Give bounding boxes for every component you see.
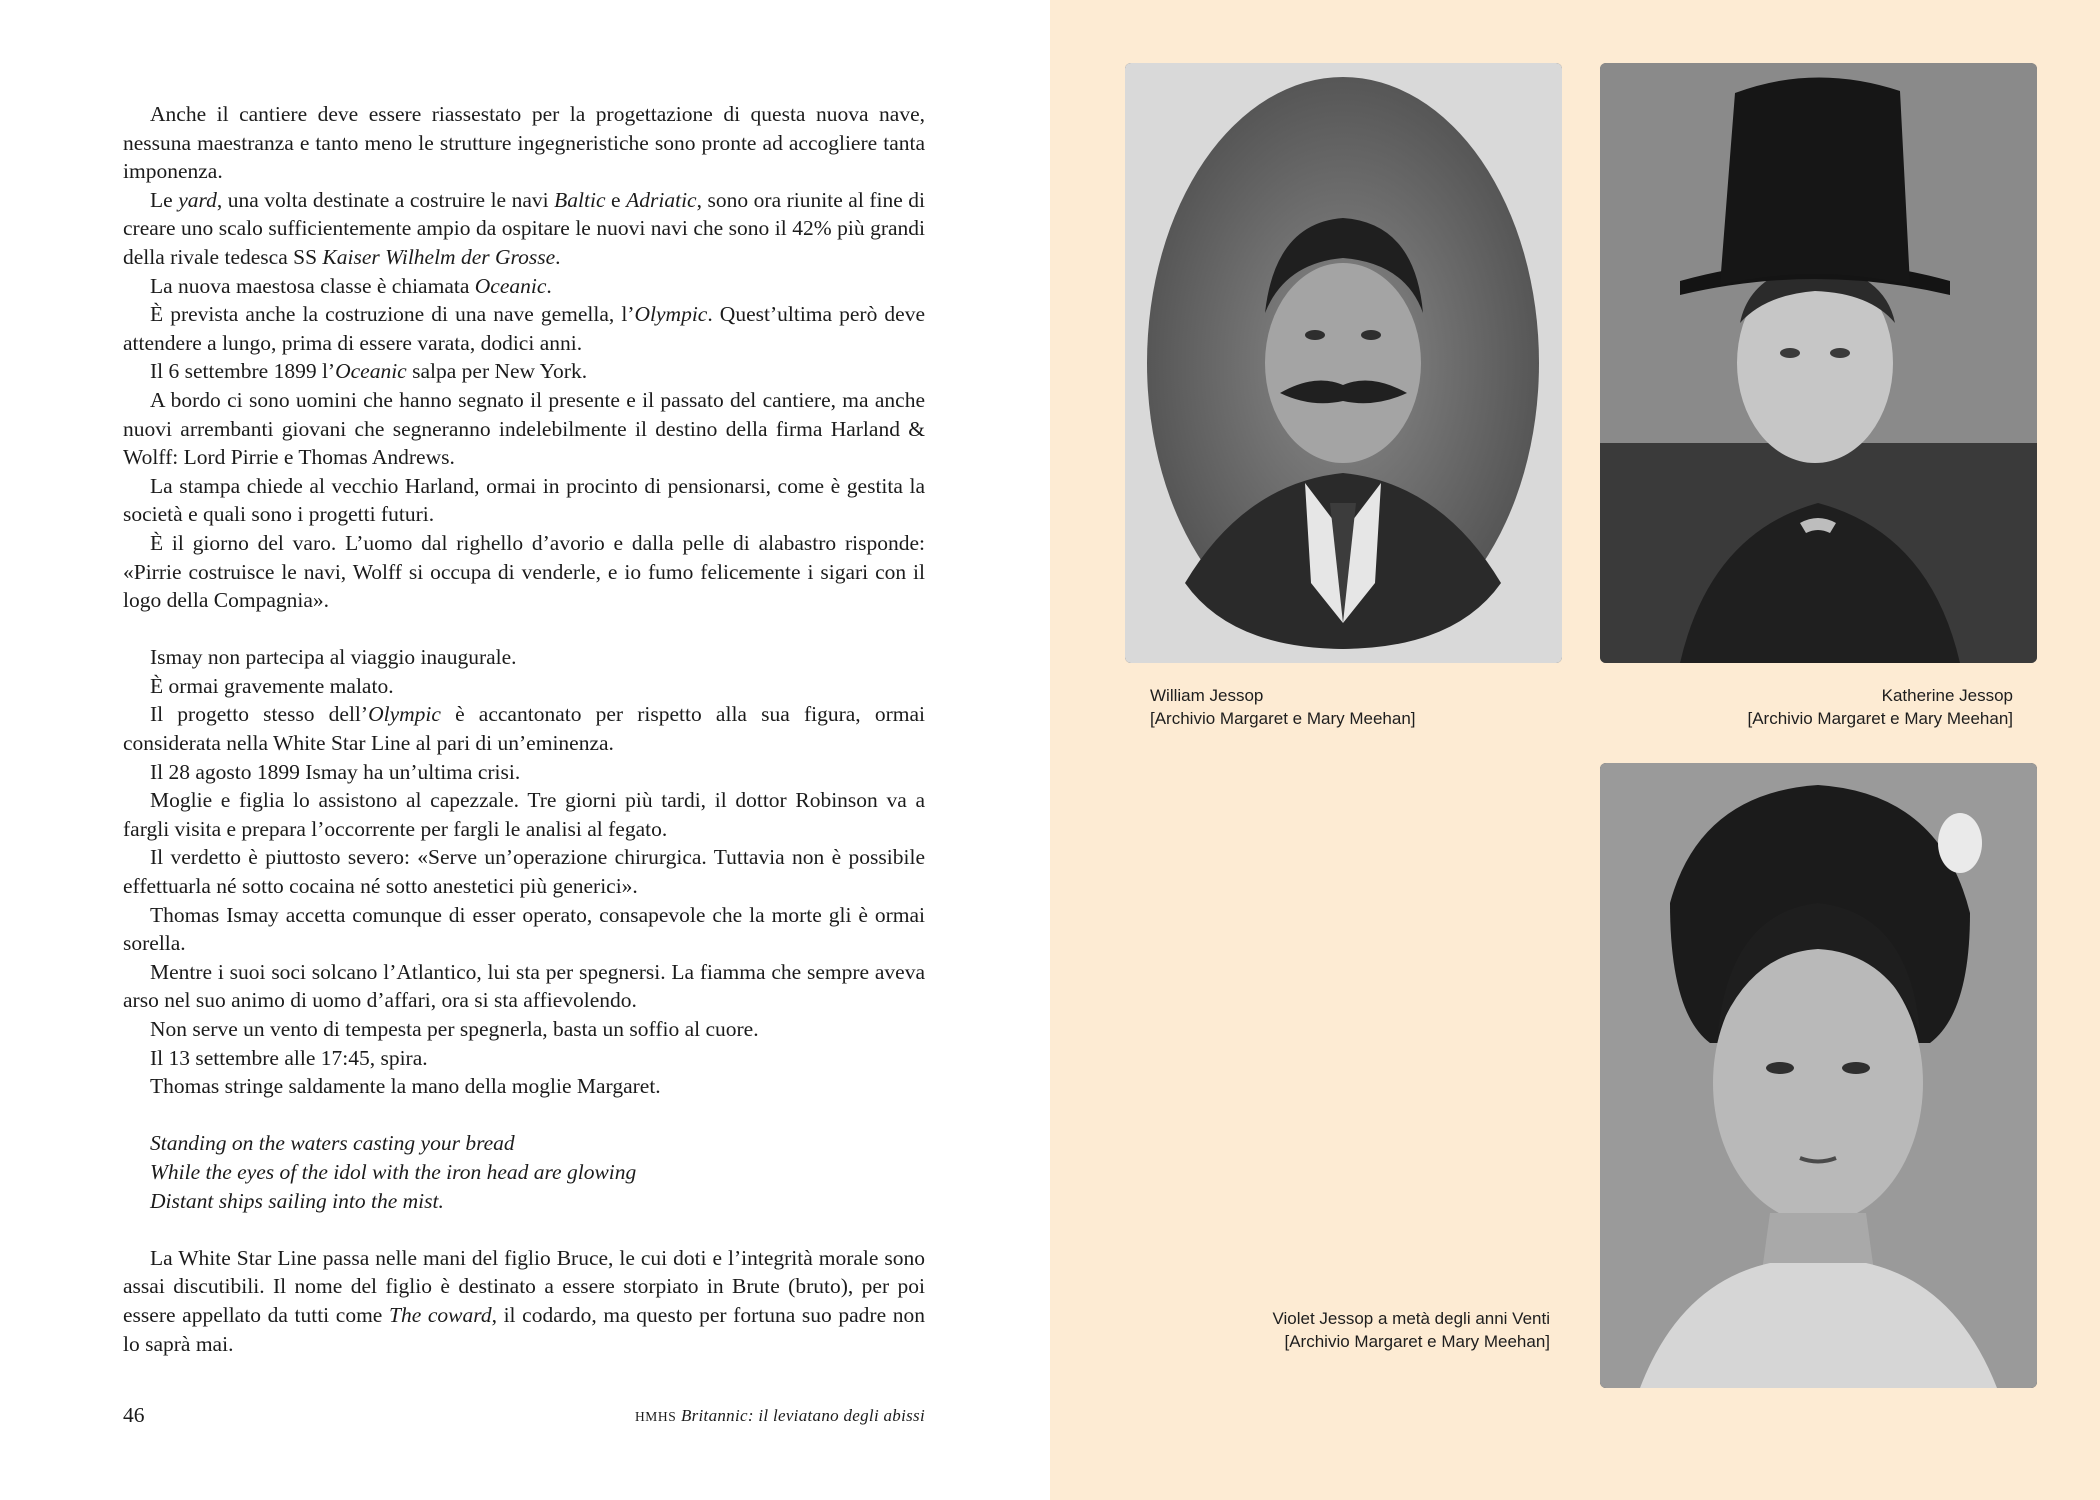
text-run: Non serve un vento di tempesta per spegnerla, basta un soffio al cuore. xyxy=(150,1017,759,1041)
caption-credit: [Archivio Margaret e Mary Meehan] xyxy=(1150,708,1416,728)
paragraph xyxy=(123,357,925,386)
verse-line: While the eyes of the idol with the iron head are glowing xyxy=(150,1159,637,1184)
text-run: È il giorno del varo. L’uomo dal righello d’avorio e dalla pelle di alabastro risponde: «Pirrie costruisce le navi, Wolff si occupa di venderle, e io fumo felicemente i sigari con il logo della Compagnia». xyxy=(123,530,925,613)
text-run: Il 6 settembre 1899 l’ xyxy=(150,359,336,384)
text-run: Il 28 agosto 1899 Ismay ha un’ultima crisi. xyxy=(150,759,521,784)
photo-katherine-jessop xyxy=(1600,63,2037,663)
text-run: È ormai gravemente malato. xyxy=(150,673,394,698)
text-run: A bordo ci sono uomini che hanno segnato il presente e il passato del cantiere, ma anche nuovi arrembanti giovani che segneranno indelebilmente il destino della firma Harland & Wolff: Lord Pirrie e Thomas Andrews. xyxy=(123,387,925,470)
text-run: Il progetto stesso dell’ xyxy=(150,702,369,727)
paragraph xyxy=(123,843,925,900)
caption-name: Katherine Jessop xyxy=(1881,686,2013,705)
paragraph xyxy=(123,672,925,701)
italic-run: Oceanic xyxy=(335,359,407,384)
italic-run: Olympic xyxy=(634,302,708,327)
paragraph xyxy=(123,300,925,357)
paragraph xyxy=(123,700,925,757)
caption-credit: [Archivio Margaret e Mary Meehan] xyxy=(1747,708,2013,728)
paragraph xyxy=(123,1044,925,1073)
running-title-text: Britannic: il leviatano degli abissi xyxy=(680,1406,925,1425)
text-run: Le xyxy=(150,187,179,212)
paragraph xyxy=(123,529,925,615)
caption-name: Violet Jessop a metà degli anni Venti xyxy=(1272,1309,1550,1328)
text-run: . xyxy=(546,273,552,298)
paragraph xyxy=(123,901,925,958)
paragraph xyxy=(123,386,925,472)
text-run: Il verdetto è piuttosto severo: «Serve un’operazione chirurgica. Tuttavia non è possibile effettuarla né sotto cocaina né sotto anestetici più generici». xyxy=(123,845,925,899)
italic-run: Olympic xyxy=(368,702,441,727)
italic-run: Oceanic xyxy=(474,273,547,298)
text-run: Thomas Ismay accetta comunque di esser operato, consapevole che la morte gli è ormai sorella. xyxy=(123,902,925,956)
paragraph xyxy=(123,1072,925,1101)
paragraph xyxy=(123,186,925,272)
text-run: . xyxy=(555,244,561,269)
text-run: Thomas stringe saldamente la mano della moglie Margaret. xyxy=(150,1074,661,1099)
paragraph xyxy=(123,643,925,672)
body-text xyxy=(123,100,925,1358)
text-run: È prevista anche la costruzione di una nave gemella, l’ xyxy=(150,302,635,327)
text-run: , una volta destinate a costruire le navi xyxy=(216,187,555,212)
paragraph xyxy=(123,758,925,787)
text-run: , il codardo, ma questo per fortuna suo padre non lo saprà mai. xyxy=(123,1302,926,1356)
italic-run: Adriatic xyxy=(626,187,697,212)
verse-line: Standing on the waters casting your bread xyxy=(150,1131,515,1156)
paragraph xyxy=(123,1015,925,1044)
page-number: 46 xyxy=(123,1403,145,1427)
text-run: La stampa chiede al vecchio Harland, ormai in procinto di pensionarsi, come è gestita la società e quali sono i progetti futuri. xyxy=(123,473,925,527)
paragraph xyxy=(123,472,925,529)
caption-credit: [Archivio Margaret e Mary Meehan] xyxy=(1284,1331,1550,1351)
photo-william-jessop xyxy=(1125,63,1562,663)
caption-william-jessop xyxy=(1150,685,1416,730)
running-title-prefix: HMHS xyxy=(634,1409,677,1424)
caption-katherine-jessop xyxy=(1748,685,2014,730)
text-run: è accantonato per rispetto alla sua figura, ormai considerata nella White Star Line al pari di un’eminenza. xyxy=(123,702,925,756)
text-run: Moglie e figlia lo assistono al capezzale. Tre giorni più tardi, il dottor Robinson va a fargli visita e prepara l’occorrente per fargli le analisi al fegato. xyxy=(123,788,925,841)
verse-line: Distant ships sailing into the mist. xyxy=(150,1188,444,1213)
text-run: Il 13 settembre alle 17:45, spira. xyxy=(150,1045,428,1070)
running-title xyxy=(635,1406,925,1426)
paragraph xyxy=(123,100,925,186)
text-run: La nuova maestosa classe è chiamata xyxy=(150,273,475,298)
text-run: e xyxy=(605,187,627,212)
closing-paragraph xyxy=(123,1244,925,1358)
caption-violet-jessop xyxy=(1272,1308,1550,1353)
text-run: . Quest’ultima però deve attendere a lungo, prima di essere varata, dodici anni. xyxy=(123,302,925,355)
italic-run: yard xyxy=(178,187,217,212)
text-run: Ismay non partecipa al viaggio inaugurale. xyxy=(150,645,517,670)
paragraph xyxy=(123,958,925,1015)
photo-violet-jessop xyxy=(1600,763,2037,1388)
caption-name: William Jessop xyxy=(1150,686,1264,705)
italic-run: Kaiser Wilhelm der Grosse xyxy=(322,244,556,269)
italic-run: Baltic xyxy=(554,187,606,212)
italic-run: The coward xyxy=(388,1302,492,1327)
paragraph xyxy=(123,272,925,301)
text-run: salpa per New York. xyxy=(406,359,588,384)
verse-quote xyxy=(123,1129,925,1215)
text-run: , sono ora riunite al fine di creare uno scalo sufficientemente ampio da ospitare le nuovi navi che sono il 42% più grandi della rivale tedesca SS xyxy=(123,187,926,269)
text-run: Mentre i suoi soci solcano l’Atlantico, lui sta per spegnersi. La fiamma che sempre aveva arso nel suo animo di uomo d’affari, ora si sta affievolendo. xyxy=(123,959,925,1013)
paragraph xyxy=(123,786,925,843)
text-run: La White Star Line passa nelle mani del figlio Bruce, le cui doti e l’integrità morale sono assai discutibili. Il nome del figlio è destinato a essere storpiato in Brute (bruto), per poi essere appellato da tutti come xyxy=(123,1245,925,1327)
text-run: Anche il cantiere deve essere riassestato per la progettazione di questa nuova nave, nessuna maestranza e tanto meno le strutture ingegneristiche sono pronte ad accogliere tanta imponenza. xyxy=(123,102,925,184)
